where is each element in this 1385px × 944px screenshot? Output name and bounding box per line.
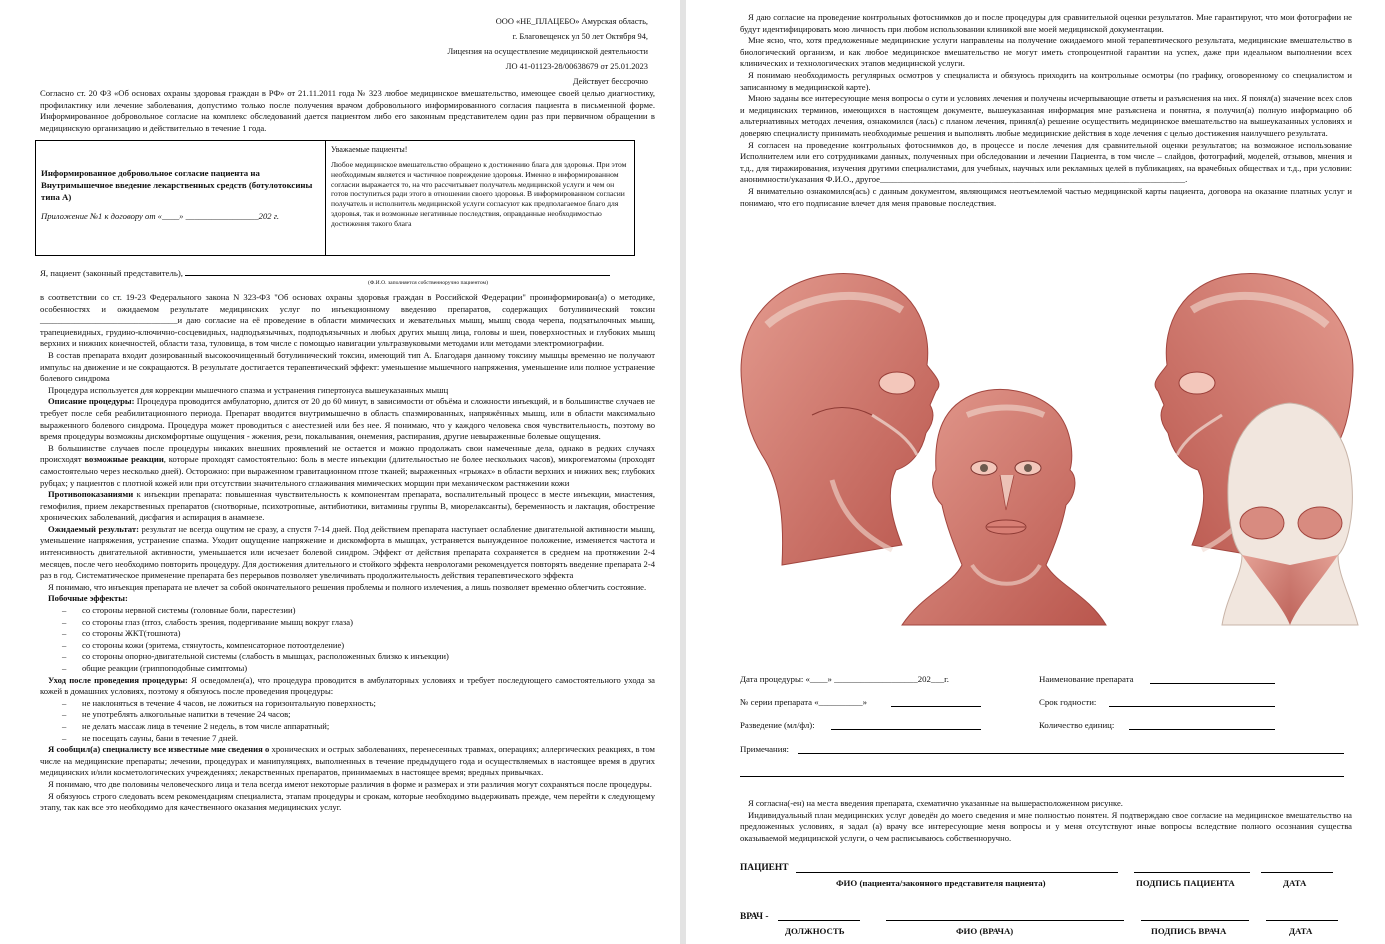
side-effect-item: – общие реакции (гриппоподобные симптомы): [62, 663, 248, 673]
clinic-org: ООО «НЕ_ПЛАЦЕБО» Амурская область,: [495, 17, 648, 26]
paragraph-composition: В состав препарата входит дозированный высокоочищенный ботулинический токсин, имеющий тип А. Благодаря данному токсину мышцы временно не получают импульс на движение и не сокращаются. В результате достигается терапевтический эффект: уменьшение мышечного напряжения, уменьшение или полное устранение болевого синдрома: [40, 349, 655, 384]
patient-date-caption: ДАТА: [1283, 878, 1307, 888]
patient-label: ПАЦИЕНТ: [740, 863, 789, 873]
contraindications-label: Противопоказаниями: [48, 489, 134, 500]
doctor-date-caption: ДАТА: [1289, 926, 1313, 936]
notes-field-line-2[interactable]: [740, 776, 1344, 777]
paragraph-reactions: В большинстве случаев после процедуры никаких внешних проявлений не остается и можно продолжать свои намеченные дела, однако в редких случаях происходят возможные реакции, которые проходят самостоятельно: боль в месте инъекции (длительностью не более нескольких часов), микрогематомы (проходят самостоятельно через несколько дней). Осторожно: при выраженном гравитационном птозе тканей; выраженных «грыжах» в области верхних и нижних век; глубоких рубцах; у пациентов с плотной кожей или при отсутствии значительного сглаживания мимических морщин при механическом растяжении кожи: [40, 442, 655, 488]
doctor-label: ВРАЧ -: [740, 912, 769, 922]
consent-body: в соответствии со ст. 19-23 Федерального закона N 323-ФЗ "Об основах охраны здоровья граждан в Российской Федерации" проинформирован(а) о методике, особенностях и ожидаемом результате медицинских услуг по инъекционному введению препаратов, содержащих ботулинический токсин ________________________________и даю согласие на её проведение в области мимических и жевательных мышц, мышц свода черепа, подзатылочных мышц, трапециевидных, грудино-ключично-сосцевидных, надподъязычных, подподъязычных и любых других мышц лица, головы и шеи, поверхностных и глубоких мышц верхних и нижних конечностей, области таза, туловища, в том числе с помощью навигации ультразвуковыми методами или методами электромиографии. В состав препарата входит дозированный высокоочищенный ботулинический токсин, имеющий тип А. Благодаря данному токсину мышцы временно не получают импульс на движение и не сокращаются. В результате достигается терапевтический эффект: уменьшение мышечного напряжения, уменьшение или полное устранение болевого синдрома Процедура используется для коррекции мышечного спазма и устранения гипертонуса вышеуказанных мышц Описание процедуры: Процедура проводится амбулаторно, длится от 20 до 60 минут, в зависимости от объёма и сложности инъекций, и в большинстве случаев не требует после себя реабилитационного периода. Препарат вводится внутримышечно в область спазмированных, напряжённых мышц, или в области максимально выраженного болевого синдрома. Процедура может проводиться с анестезией или без нее. Я понимаю, что у каждого человека своя чувствительность, поэтому во время процедуры возможны дискомфортные ощущения - жжения, рези, покалывания, онемения, распирания, другие невыраженные болевые ощущения. В большинстве случаев после процедуры никаких внешних проявлений не остается и можно продолжать свои намеченные дела, однако в редких случаях происходят возможные реакции, которые проходят самостоятельно: боль в месте инъекции (длительностью не более нескольких часов), микрогематомы (проходят самостоятельно через несколько дней). Осторожно: при выраженном гравитационном птозе тканей; выраженных «грыжах» в области верхних и нижних век; глубоких рубцах; у пациентов с плотной кожей или при отсутствии значительного сглаживания мимических морщин при механическом растяжении кожи Противопоказаниями к инъекции препарата: повышенная чувствительность к компонентам препарата, воспалительный процесс в месте инъекции, миастения, гемофилия, прием лекарственных препаратов (снотворные, психотропные, антибиотики, витамины группы В, миорелаксанты), беременность и лактация, обострение хронических заболеваний, дисфагия и аспирация в анамнезе. Ожидаемый результат: результат не всегда ощутим не сразу, а спустя 7-14 дней. Под действием препарата наступает ослабление двигательной активности мышц, уменьшение напряжения, устранение спазма. Уходит ощущение напряжение и дискомфорта в мышцах, устраняется вынужденное положение, изменяется частота и интенсивность двигательной активности, уменьшается или исчезает болевой синдром. Эффект от действия препарата сохраняется в среднем на протяжении 2-4 месяцев, после чего необходимо повторить процедуру. Для достижения длительного и стойкого эффекта неврологами рекомендуется повторять введение препарата 2-4 раз в год. Систематическое применение препарата без перерывов позволяет увеличивать продолжительность действия терапевтического эффекта Я понимаю, что инъекция препарата не влечет за собой окончательного решения проблемы и полного излечения, а лишь позволяет временно облегчить состояние. Побочные эффекты: – со стороны нервной системы (головные боли, парестезии) – со стороны глаз (птоз, слабость зрения, подергивание мышц вокруг глаза) – со стороны ЖКТ(тошнота) – со стороны кожи (эритема, стянутость, компенсаторное потоотделение) – со стороны опорно-двигательной системы (слабость в мышцах, расположенных близко к инъекции) – общие реакции (гриппоподобные симптомы) Уход после проведения процедуры: Я осведомлен(а), что процедура проводится в амбулаторных условиях и требует последующего самостоятельного ухода за кожей в домашних условиях, поэтому я обязуюсь после проведения процедуры: – не наклоняться в течение 4 часов, не ложиться на горизонтальную поверхность; – не употреблять алкогольные напитки в течение 24 часов; – не делать массаж лица в течение 2 недель, в том числе аппаратный; – не посещать сауны, бани в течение 7 дней. Я сообщил(а) специалисту все известные мне сведения о хронических и острых заболеваниях, перенесенных травмах, операциях; аллергических реакциях, в том числе на медицинские препараты; лечении, процедурах и манипуляциях, выполненных в течение предыдущего года и осуществляемых в настоящее время в других медицинских и/или косметологических учреждениях; лекарственных препаратов, принимаемых в настоящее время; вредных привычках. Я понимаю, что две половины человеческого лица и тела всегда имеют некоторые различия в форме и размерах и эти различия могут сохраняться после процедуры. Я обязуюсь строго следовать всем рекомендациям специалиста, этапам процедуры и срокам, которые необходимо выдерживать прежде, чем перейти к следующему этапу, так как все это необходимо для качественного оказания медицинских услуг.: [40, 292, 655, 813]
series-field[interactable]: [891, 706, 981, 707]
paragraph-questions: Мною заданы все интересующие меня вопросы о сути и условиях лечения и получены исчерпывающие ответы и разъяснения на них. Я понял(а) значение всех слов и медицинских терминов, имеющихся в настоящем документе, вышеуказанная информация мне разъяснена и понятна, я получил(а) полную информацию об альтернативных методах лечения, ознакомился (лась) с планом лечения, принял(а) решение осуществить медицинское вмешательство на вышеуказанных условиях и доверяю специалисту принимать необходимые решения и выполнять любые медицинские действия в ходе лечения с целью достижения наилучшего результата.: [740, 93, 1352, 138]
intro-text: Согласно ст. 20 ФЗ «Об основах охраны здоровья граждан в РФ» от 21.11.2011 года № 323 любое медицинское вмешательство, имеющее своей целью диагностику, профилактику или лечение заболевания, допустимо только после получения врачом добровольного информированного согласия пациента в письменной форме. Информированное добровольное согласие на комплекс обследований дается пациентом либо его законным представителем один раз при первичном обращении в медицинскую организацию и действительно в течение 1 года.: [40, 88, 655, 133]
dilution-label: Разведение (мл/фл):: [740, 720, 815, 730]
agreement-plan: Индивидуальный план медицинских услуг доведён до моего сведения и мне полностью понятен. Я подтверждаю свое согласие на медицинское вмешательство на предложенных условиях, я задал (а) врачу все интересующие меня вопросы и у меня отсутствуют иные вопросы вследствие полного осознания существа оказываемой медицинской услуги, о чем расписываюсь собственноручно.: [740, 809, 1352, 843]
side-effect-item: – со стороны опорно-двигательной системы (слабость в мышцах, расположенных близко к инъекции): [62, 651, 449, 662]
paragraph-checkups: Я понимаю необходимость регулярных осмотров у специалиста и обязуюсь приходить на контрольные осмотры (по графику, оговоренному со специалистом и записанному в медицинской карте).: [740, 69, 1352, 92]
paragraph-law: в соответствии со ст. 19-23 Федерального закона N 323-ФЗ "Об основах охраны здоровья граждан в Российской Федерации" проинформирован(а) о методике, особенностях и ожидаемом результате медицинских услуг по инъекционному введению препаратов, содержащих ботулинический токсин ________________________________и даю согласие на её проведение в области мимических и жевательных мышц, мышц свода черепа, подзатылочных мышц, трапециевидных, грудино-ключично-сосцевидных, надподъязычных, подподъязычных и любых других мышц лица, головы и шеи, поверхностных и глубоких мышц верхних и нижних конечностей, области таза, туловища, в том числе с помощью навигации ультразвуковыми методами или методами электромиографии.: [40, 292, 655, 349]
care-item: – не употреблять алкогольные напитки в течение 24 часов;: [62, 709, 291, 720]
facial-muscles-illustration: [722, 265, 1372, 660]
head-back: [1222, 403, 1358, 625]
disclosure-label: Я сообщил(а) специалисту все известные мне сведения о: [48, 744, 270, 755]
consent-title-box: [35, 140, 325, 256]
doctor-signature-caption: ПОДПИСЬ ВРАЧА: [1151, 926, 1227, 936]
side-effect-item: – со стороны ЖКТ(тошнота): [62, 628, 181, 639]
notice-greeting: Уважаемые пациенты!: [331, 145, 408, 154]
doctor-fio-caption: ФИО (ВРАЧА): [956, 926, 1014, 936]
units-field[interactable]: [1129, 729, 1275, 730]
paragraph-understanding: Я понимаю, что инъекция препарата не влечет за собой окончательного решения проблемы и полного излечения, а лишь позволяет временно облегчить состояние.: [48, 581, 647, 592]
consent-title: Информированное добровольное согласие пациента на Внутримышечное введение лекарственных средств (ботулотоксины типа А): [41, 168, 313, 202]
patient-notice-box: [325, 140, 635, 256]
paragraph-acknowledgement: Я внимательно ознакомился(ась) с данным документом, являющимся неотъемлемой частью медицинской карты пациента, договора на оказание платных услуг и понимаю, что его подписание влечет для меня правовые последствия.: [740, 185, 1352, 208]
result-label: Ожидаемый результат:: [48, 523, 139, 534]
series-label: № серии препарата «__________»: [740, 697, 868, 707]
license-number: ЛО 41-01123-28/00638679 от 25.01.2023: [505, 62, 648, 71]
doctor-fio-field[interactable]: [886, 920, 1124, 921]
license-title: Лицензия на осуществление медицинской деятельности: [447, 47, 648, 56]
care-item: – не посещать сауны, бани в течение 7 дней.: [62, 732, 239, 743]
side-effect-item: – со стороны кожи (эритема, стянутость, компенсаторное потоотделение): [62, 639, 345, 650]
head-profile-left: [741, 273, 939, 565]
care-list: [40, 698, 655, 744]
patient-signature-field[interactable]: [1134, 872, 1250, 873]
care-item: – не делать массаж лица в течение 2 недель, в том числе аппаратный;: [62, 720, 330, 731]
head-front: [902, 389, 1106, 625]
procedure-label: Описание процедуры:: [48, 396, 135, 407]
doctor-signature-field[interactable]: [1141, 920, 1249, 921]
patient-name-label: Я, пациент (законный представитель),: [40, 268, 183, 278]
procedure-date-field[interactable]: Дата процедуры: «____» ___________________202___г.: [740, 674, 949, 684]
side-effect-item: – со стороны глаз (птоз, слабость зрения, подергивание мышц вокруг глаза): [62, 616, 353, 627]
side-effects-list: [40, 605, 655, 675]
paragraph-purpose: Процедура используется для коррекции мышечного спазма и устранения гипертонуса вышеуказанных мышц: [48, 384, 449, 395]
page2-consent-text: [740, 12, 1352, 209]
clinic-address: г. Благовещенск ул 50 лет Октября 94,: [512, 32, 648, 41]
patient-signature-caption: ПОДПИСЬ ПАЦИЕНТА: [1136, 878, 1235, 888]
patient-fio-caption: ФИО (пациента/законного представителя пациента): [836, 878, 1046, 888]
agreement-injection-sites: Я согласна(-ен) на места введения препарата, схематично указанные на вышерасположенном рисунке.: [748, 798, 1123, 808]
paragraph-result: Ожидаемый результат: результат не всегда ощутим не сразу, а спустя 7-14 дней. Под действием препарата наступает ослабление двигательной активности мышц, уменьшение напряжения, устранение спазма. Уходит ощущение напряжение и дискомфорта в мышцах, устраняется вынужденное положение, изменяется частота и интенсивность двигательной активности, уменьшается или исчезает болевой синдром. Эффект от действия препарата сохраняется в среднем на протяжении 2-4 месяцев, после чего необходимо повторить процедуру. Для достижения длительного и стойкого эффекта неврологами рекомендуется повторять введение препарата 2-4 раз в год. Систематическое применение препарата без перерывов позволяет увеличивать продолжительность действия терапевтического эффекта: [40, 523, 655, 581]
notes-field-line-1[interactable]: [798, 753, 1344, 754]
care-text: Я осведомлен(а), что процедура проводится в амбулаторных условиях и требует последующего самостоятельного ухода за кожей в домашних условиях, поэтому я обязуюсь после проведения процедуры:: [40, 674, 655, 697]
side-effect-item: – со стороны нервной системы (головные боли, парестезии): [62, 605, 296, 616]
units-label: Количество единиц:: [1039, 720, 1115, 730]
paragraph-no-guarantee: Мне ясно, что, хотя предложенные медицинские услуги направлены на получение ожидаемого мной терапевтического результата, медицинские вмешательство в биологический организм, и как любое медицинское вмешательство не могут иметь стопроцентной гарантии на успех, даже при идеальном выполнении всех клинических и технологических этапов медицинской услуги.: [740, 35, 1352, 69]
drug-name-field[interactable]: [1150, 683, 1275, 684]
doctor-position-caption: ДОЛЖНОСТЬ: [785, 926, 845, 936]
paragraph-asymmetry: Я понимаю, что две половины человеческого лица и тела всегда имеют некоторые различия в форме и размерах и эти различия могут сохраняться после процедуры.: [48, 778, 652, 789]
patient-name-caption: (Ф.И.О. заполняется собственноручно пациентом): [368, 280, 488, 286]
notice-text: Любое медицинское вмешательство обращено к достижению блага для здоровья. При этом необходимым является и частичное повреждение здоровья. Именно в информированном согласии выражается то, на что рассчитывает получатель медицинской услуги и чем он готов поступиться ради этого в отношении своего здоровья. В информированном согласии получатель и исполнитель медицинской услуги согласуют как предполагаемое благо для здоровья, так и возможные негативные последствия, оправданные необходимостью достижения такого блага: [331, 160, 627, 228]
paragraph-data-use: Я согласен на проведение контрольных фотоснимков до, в процессе и после лечения для сравнительной оценки результатов; на возможное использование Исполнителем или его сотрудниками данных, полученных при обследовании и лечении Пациента, в том числе – слайдов, фотографий, моделей, отзывов, мнения и т.д., для тиражирования, изучения другими специалистами, для учебных, научных или рекламных целей в публикациях, на врачебных обществах и т.д., при условии: анонимности/указания Ф.И.О., другое_______________________________________________________________________.: [740, 139, 1352, 185]
expiry-field[interactable]: [1109, 706, 1275, 707]
document-page-1: [0, 0, 680, 944]
paragraph-contraindications: Противопоказаниями к инъекции препарата: повышенная чувствительность к компонентам препарата, воспалительный процесс в месте инъекции, миастения, гемофилия, прием лекарственных препаратов (снотворные, психотропные, антибиотики, витамины группы В, миорелаксанты), беременность и лактация, обострение хронических заболеваний, дисфагия и аспирация в анамнезе.: [40, 489, 655, 523]
drug-name-label: Наименование препарата: [1039, 674, 1134, 684]
patient-name-row: [40, 268, 680, 278]
final-agreement: [740, 798, 1352, 844]
paragraph-photos: Я даю согласие на проведение контрольных фотоснимков до и после процедуры для сравнительной оценки результатов. Мне гарантируют, что мои фотографии не будут идентифицировать мою личность при любом использовании клиникой вне моей медицинской документации.: [740, 12, 1352, 34]
side-effects-title: Побочные эффекты:: [48, 593, 128, 604]
care-label: Уход после проведения процедуры:: [48, 674, 188, 685]
paragraph-obligation: Я обязуюсь строго следовать всем рекомендациям специалиста, этапам процедуры и срокам, которые необходимо выдерживать прежде, чем перейти к следующему этапу, так как все это необходимо для качественного оказания медицинских услуг.: [40, 790, 655, 813]
appendix-line: Приложение №1 к договору от «____» _________________202 г.: [41, 211, 280, 221]
patient-name-field[interactable]: [185, 275, 610, 276]
doctor-position-field[interactable]: [778, 920, 860, 921]
dilution-field[interactable]: [831, 729, 981, 730]
patient-fio-field[interactable]: [796, 872, 1118, 873]
expiry-label: Срок годности:: [1039, 697, 1097, 707]
document-page-2: [686, 0, 1385, 944]
care-item: – не наклоняться в течение 4 часов, не ложиться на горизонтальную поверхность;: [62, 697, 376, 708]
paragraph-procedure: Описание процедуры: Процедура проводится амбулаторно, длится от 20 до 60 минут, в зависимости от объёма и сложности инъекций, и в большинстве случаев не требует после себя реабилитационного периода. Препарат вводится внутримышечно в область спазмированных, напряжённых мышц, или в области максимально выраженного болевого синдрома. Процедура может проводиться с анестезией или без нее. Я понимаю, что у каждого человека своя чувствительность, поэтому во время процедуры возможны дискомфортные ощущения - жжения, рези, покалывания, онемения, распирания, другие невыраженные болевые ощущения.: [40, 396, 655, 442]
license-validity: Действует бессрочно: [572, 77, 648, 86]
clinic-header: [398, 14, 648, 89]
notes-label: Примечания:: [740, 744, 789, 754]
doctor-date-field[interactable]: [1266, 920, 1338, 921]
patient-date-field[interactable]: [1261, 872, 1333, 873]
